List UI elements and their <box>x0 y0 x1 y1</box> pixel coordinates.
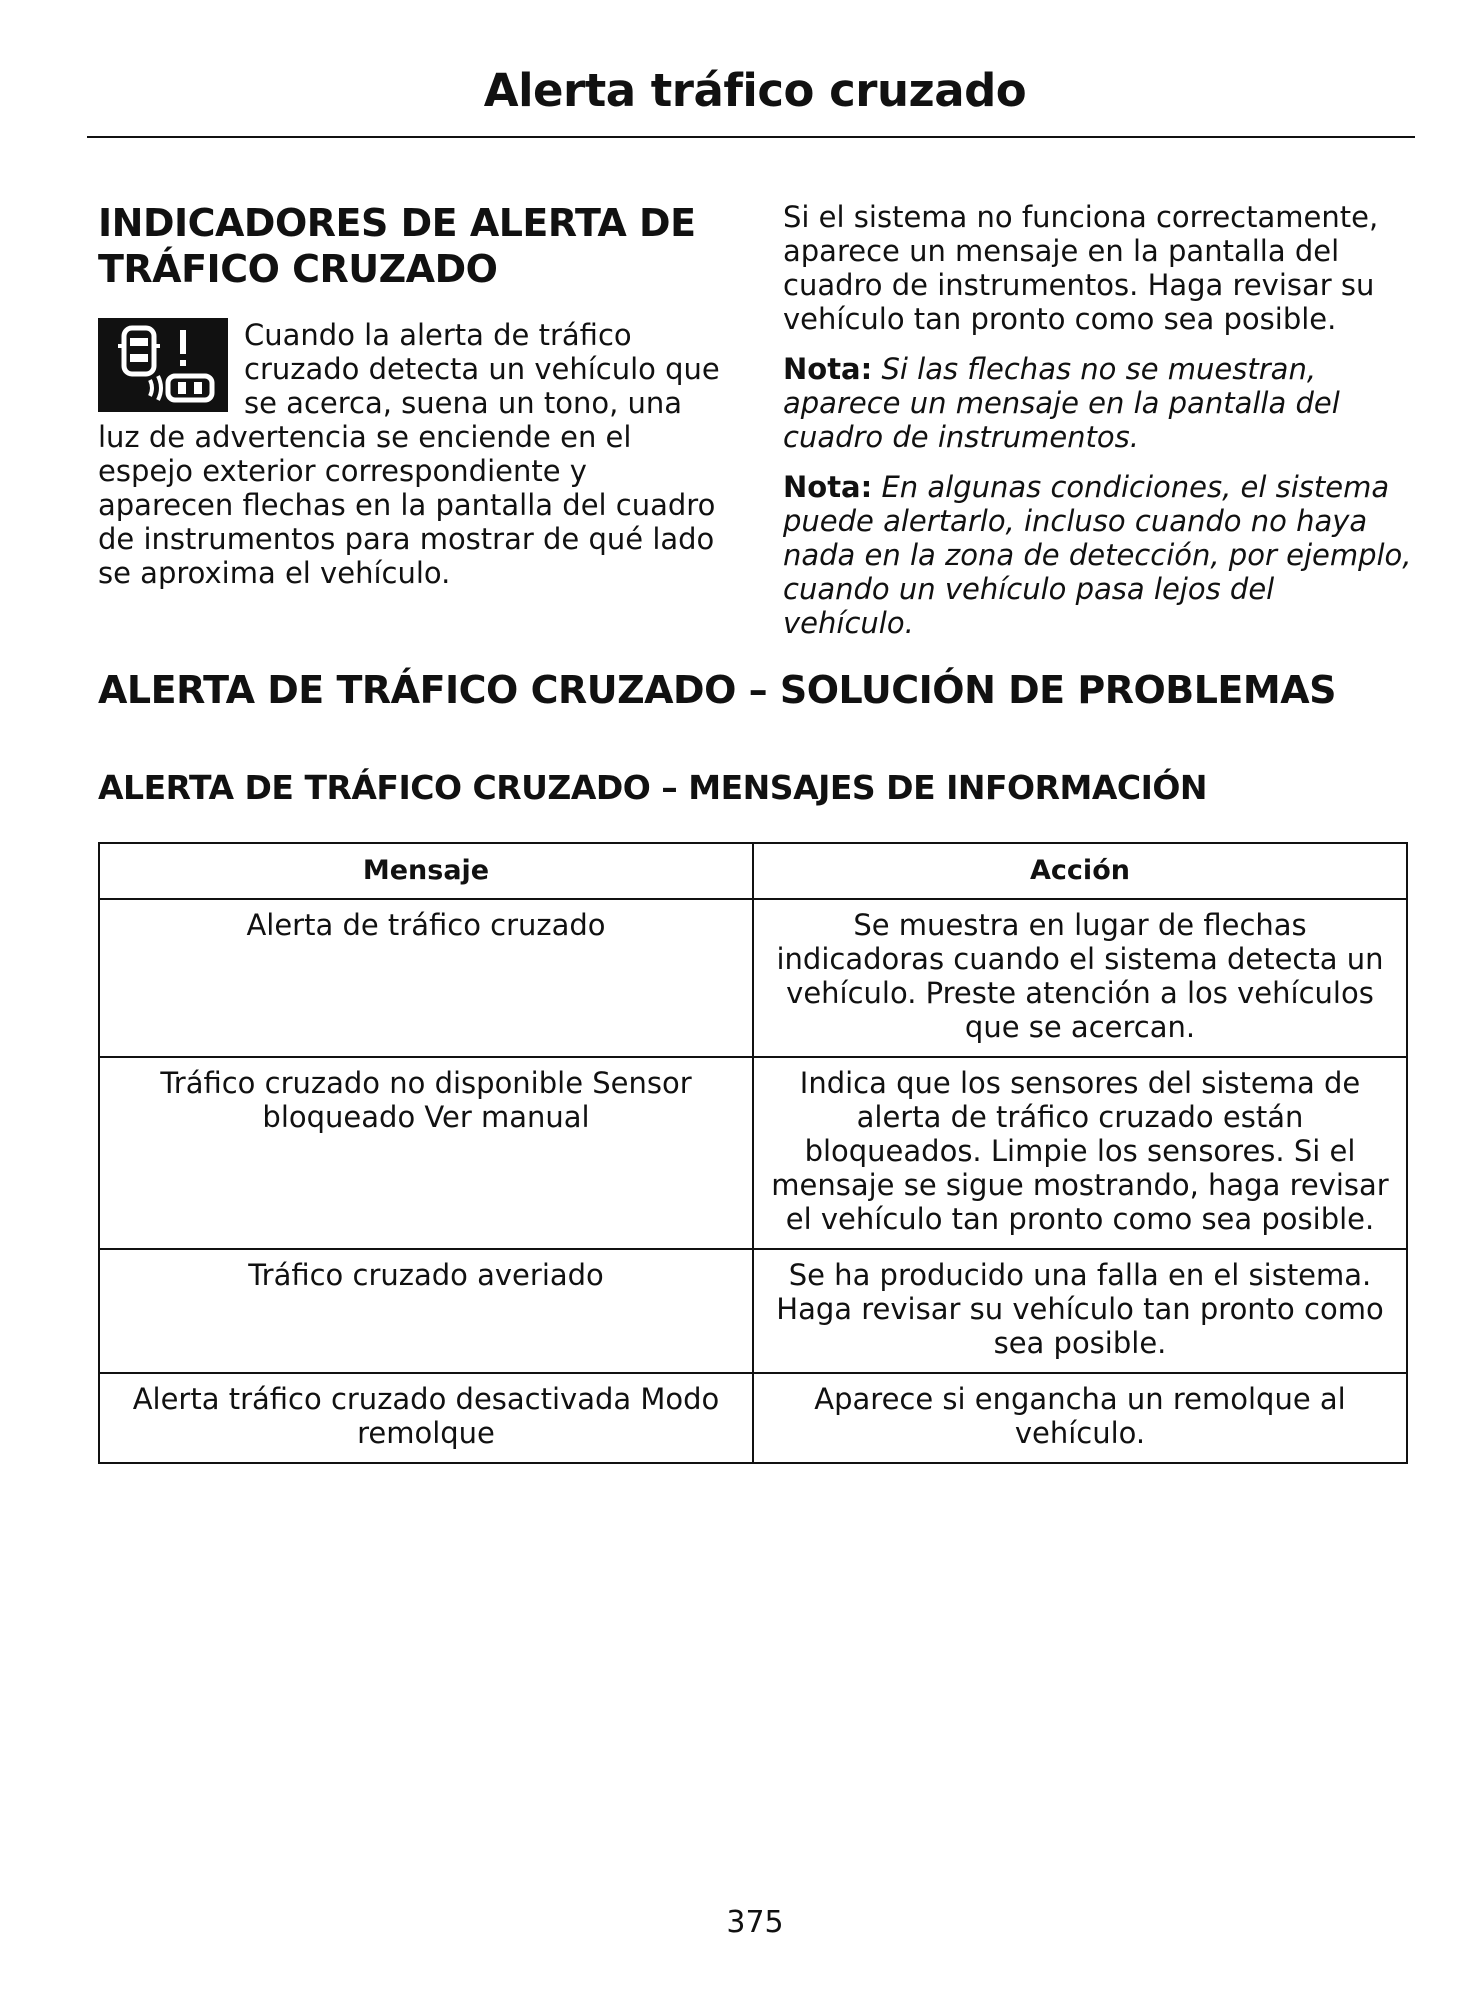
note-2-text: En algunas condiciones, el sistema puede alertarlo, incluso cuando no haya nada en la zona de detección, por ejemplo, cuando un vehículo pasa lejos del vehículo. <box>783 470 1412 640</box>
cross-traffic-alert-icon <box>98 318 228 412</box>
title-divider <box>87 136 1415 138</box>
note-2 <box>783 470 1413 640</box>
note-1 <box>783 352 1413 454</box>
table-row <box>99 1373 1407 1463</box>
indicators-heading-line2: TRÁFICO CRUZADO <box>98 247 498 291</box>
note-2-label: Nota: <box>783 470 873 504</box>
column-header-message: Mensaje <box>99 843 753 899</box>
troubleshooting-heading: ALERTA DE TRÁFICO CRUZADO – SOLUCIÓN DE PROBLEMAS <box>98 668 1336 712</box>
action-cell: Indica que los sensores del sistema de alerta de tráfico cruzado están bloqueados. Limpie los sensores. Si el mensaje se sigue mostrando, haga revisar el vehículo tan pronto como sea posible. <box>753 1057 1407 1249</box>
info-messages-heading: ALERTA DE TRÁFICO CRUZADO – MENSAJES DE INFORMACIÓN <box>98 768 1208 807</box>
table-header-row <box>99 843 1407 899</box>
indicators-section <box>98 200 720 590</box>
table-row <box>99 1057 1407 1249</box>
malfunction-paragraph: Si el sistema no funciona correctamente, aparece un mensaje en la pantalla del cuadro de instrumentos. Haga revisar su vehículo tan pronto como sea posible. <box>783 200 1379 336</box>
indicators-heading <box>98 200 720 292</box>
action-cell: Se muestra en lugar de flechas indicadoras cuando el sistema detecta un vehículo. Preste atención a los vehículos que se acercan. <box>753 899 1407 1057</box>
message-cell: Alerta de tráfico cruzado <box>99 899 753 1057</box>
info-messages-table <box>98 842 1408 1464</box>
right-column <box>783 200 1413 656</box>
page-title: Alerta tráfico cruzado <box>483 64 1027 117</box>
action-cell: Aparece si engancha un remolque al vehículo. <box>753 1373 1407 1463</box>
table-row <box>99 1249 1407 1373</box>
message-cell: Tráfico cruzado averiado <box>99 1249 753 1373</box>
message-cell: Alerta tráfico cruzado desactivada Modo remolque <box>99 1373 753 1463</box>
column-header-action: Acción <box>753 843 1407 899</box>
page-number: 375 <box>726 1905 784 1940</box>
table-row <box>99 899 1407 1057</box>
note-1-text: Si las flechas no se muestran, aparece un mensaje en la pantalla del cuadro de instrumentos. <box>783 352 1340 454</box>
note-1-label: Nota: <box>783 352 873 386</box>
indicators-heading-line1: INDICADORES DE ALERTA DE <box>98 201 696 245</box>
indicators-body: Cuando la alerta de tráfico cruzado detecta un vehículo que se acerca, suena un tono, una luz de advertencia se enciende en el espejo exterior correspondiente y aparecen flechas en la pantalla del cuadro de instrumentos para mostrar de qué lado se aproxima el vehículo. <box>98 318 720 590</box>
message-cell: Tráfico cruzado no disponible Sensor bloqueado Ver manual <box>99 1057 753 1249</box>
action-cell: Se ha producido una falla en el sistema. Haga revisar su vehículo tan pronto como sea posible. <box>753 1249 1407 1373</box>
